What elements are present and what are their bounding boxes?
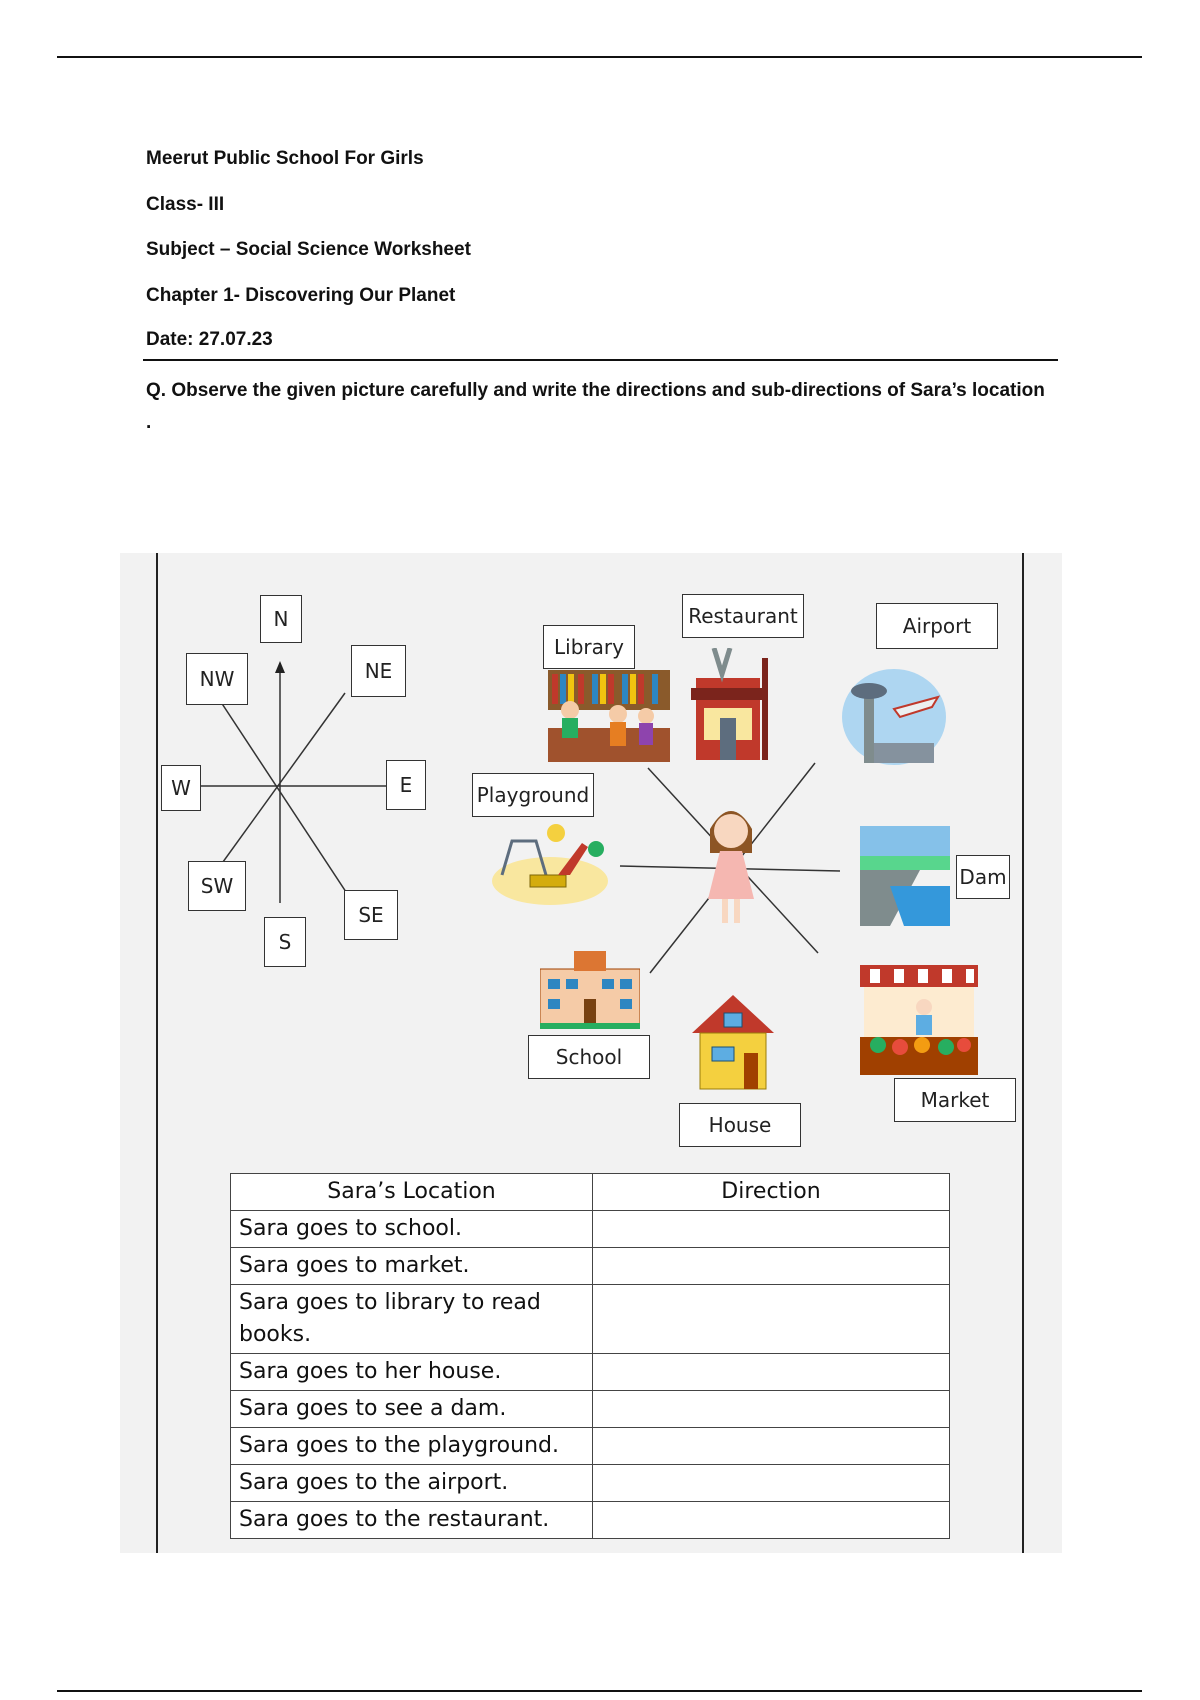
location-cell: Sara goes to the airport.	[231, 1465, 593, 1502]
restaurant-label: Restaurant	[682, 594, 804, 638]
direction-answer-cell[interactable]	[593, 1465, 950, 1502]
compass-w-label: W	[161, 765, 201, 811]
table-row	[231, 1285, 950, 1354]
compass-sw-label: SW	[188, 861, 246, 911]
compass-ne-label: NE	[351, 645, 406, 697]
market-label: Market	[894, 1078, 1016, 1122]
market-icon	[860, 965, 978, 1077]
location-cell: Sara goes to library to read books.	[231, 1285, 593, 1354]
table-header-row	[231, 1174, 950, 1211]
location-cell: Sara goes to see a dam.	[231, 1391, 593, 1428]
location-cell: Sara goes to her house.	[231, 1354, 593, 1391]
bottom-rule	[57, 1690, 1142, 1692]
direction-answer-cell[interactable]	[593, 1428, 950, 1465]
dam-label: Dam	[956, 855, 1010, 899]
compass-e-label: E	[386, 760, 426, 810]
restaurant-icon	[686, 648, 776, 763]
school-name: Meerut Public School For Girls	[146, 148, 424, 169]
table-row	[231, 1391, 950, 1428]
header-location: Sara’s Location	[231, 1174, 593, 1211]
direction-answer-cell[interactable]	[593, 1248, 950, 1285]
house-label: House	[679, 1103, 801, 1147]
direction-answer-cell[interactable]	[593, 1502, 950, 1539]
table-row	[231, 1465, 950, 1502]
dam-icon	[860, 826, 950, 926]
location-cell: Sara goes to market.	[231, 1248, 593, 1285]
compass-nw-label: NW	[186, 653, 248, 705]
directions-table	[230, 1173, 950, 1539]
table-row	[231, 1248, 950, 1285]
library-icon	[548, 670, 670, 770]
location-cell: Sara goes to the restaurant.	[231, 1502, 593, 1539]
house-icon	[688, 993, 778, 1093]
subject-label: Subject – Social Science Worksheet	[146, 239, 471, 260]
library-label: Library	[543, 625, 635, 669]
location-cell: Sara goes to school.	[231, 1211, 593, 1248]
header-direction: Direction	[593, 1174, 950, 1211]
direction-answer-cell[interactable]	[593, 1285, 950, 1354]
table-row	[231, 1211, 950, 1248]
school-icon	[540, 951, 640, 1029]
direction-answer-cell[interactable]	[593, 1354, 950, 1391]
school-label: School	[528, 1035, 650, 1079]
header-rule	[143, 359, 1058, 361]
playground-icon	[490, 823, 610, 908]
question-text: Q. Observe the given picture carefully and write the directions and sub-directions of Sara’s location	[146, 380, 1045, 401]
date-label: Date: 27.07.23	[146, 329, 273, 350]
playground-label: Playground	[472, 773, 594, 817]
chapter-label: Chapter 1- Discovering Our Planet	[146, 285, 456, 306]
direction-answer-cell[interactable]	[593, 1211, 950, 1248]
sara-figure	[696, 799, 766, 929]
compass-n-label: N	[260, 595, 302, 643]
airport-icon	[834, 663, 946, 775]
table-row	[231, 1354, 950, 1391]
airport-label: Airport	[876, 603, 998, 649]
top-rule	[57, 56, 1142, 58]
class-label: Class- III	[146, 194, 225, 215]
table-row	[231, 1428, 950, 1465]
location-cell: Sara goes to the playground.	[231, 1428, 593, 1465]
compass-s-label: S	[264, 917, 306, 967]
table-row	[231, 1502, 950, 1539]
compass-se-label: SE	[344, 890, 398, 940]
north-arrow-icon	[275, 661, 285, 673]
question-trailing-dot: .	[146, 412, 152, 433]
direction-answer-cell[interactable]	[593, 1391, 950, 1428]
